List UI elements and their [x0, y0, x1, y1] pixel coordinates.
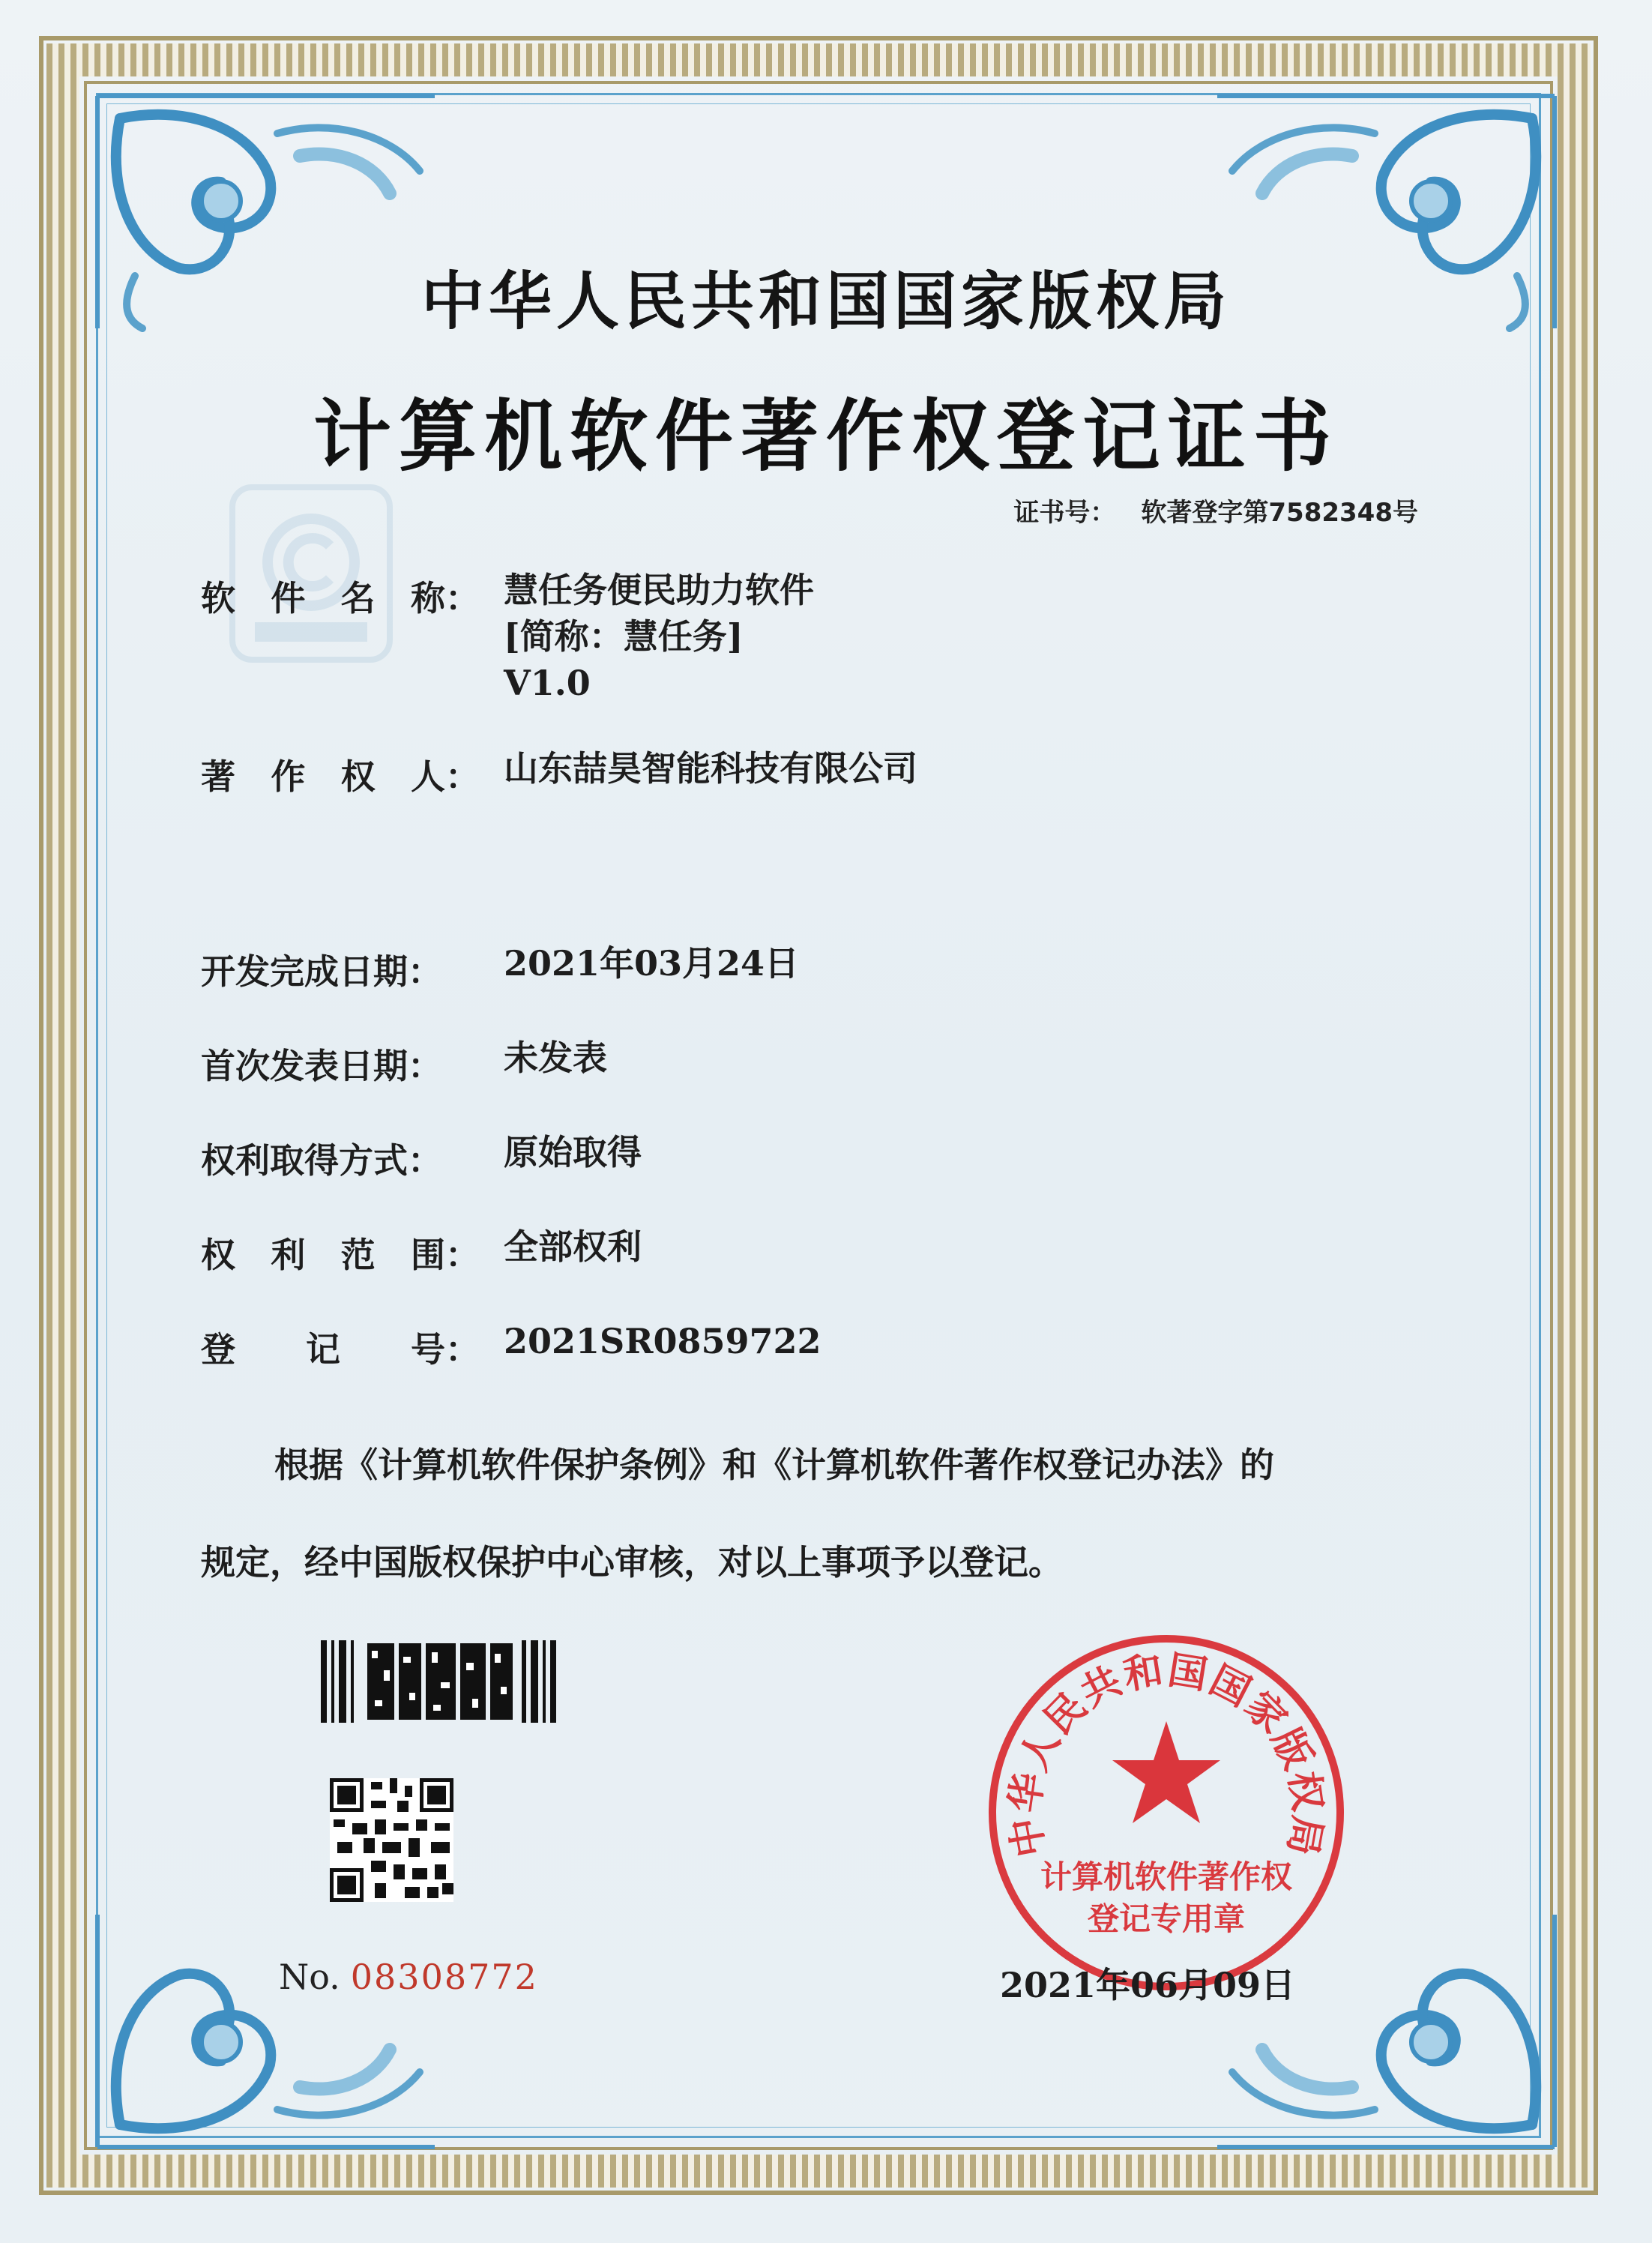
official-seal — [986, 1633, 1346, 1993]
rights-scope: 全部权利 — [504, 1226, 642, 1267]
seal-line-2: 登记专用章 — [1087, 1900, 1246, 1937]
acquire-method-label: 权利取得方式： — [201, 1140, 442, 1181]
software-short-name: [简称：慧任务] — [504, 616, 744, 657]
publish-date: 未发表 — [504, 1038, 607, 1078]
rights-scope-label: 权 利 范 围： — [201, 1235, 480, 1275]
software-name: 慧任务便民助力软件 — [504, 570, 814, 610]
issuing-agency: 中华人民共和国国家版权局 — [420, 265, 1231, 338]
completion-date-label: 开发完成日期： — [201, 951, 442, 992]
seal-outer-text: 中华人民共和国国家版权局 — [1002, 1647, 1330, 1861]
certificate-number — [1013, 492, 1418, 529]
statement-line-1: 根据《计算机软件保护条例》和《计算机软件著作权登记办法》的 — [274, 1445, 1274, 1485]
serial-number-value: 08308772 — [350, 1957, 538, 1997]
acquire-method: 原始取得 — [504, 1132, 642, 1172]
owner-label: 著 作 权 人： — [201, 756, 480, 797]
certificate-title: 计算机软件著作权登记证书 — [313, 390, 1339, 482]
serial-number — [279, 1957, 538, 1997]
star-icon — [1112, 1721, 1220, 1823]
barcode-icon — [321, 1640, 559, 1723]
issue-date: 2021年06月09日 — [1000, 1965, 1296, 2005]
seal-line-1: 计算机软件著作权 — [1040, 1858, 1293, 1895]
statement-line-2: 规定，经中国版权保护中心审核，对以上事项予以登记。 — [201, 1542, 1063, 1583]
copyright-owner: 山东喆昊智能科技有限公司 — [504, 748, 917, 789]
serial-prefix: No. — [279, 1957, 340, 1997]
completion-date: 2021年03月24日 — [504, 943, 800, 984]
publish-date-label: 首次发表日期： — [201, 1046, 442, 1086]
software-version: V1.0 — [504, 663, 591, 703]
registration-number: 2021SR0859722 — [504, 1321, 822, 1361]
software-name-block — [504, 567, 814, 706]
corner-ornament-bottom-left — [90, 1907, 442, 2155]
registration-number-label: 登 记 号： — [201, 1329, 480, 1370]
certificate-number-label: 证书号： — [1013, 498, 1116, 528]
qr-code-icon — [330, 1778, 453, 1902]
software-name-label: 软 件 名 称： — [201, 578, 480, 618]
certificate-number-value: 软著登字第7582348号 — [1141, 498, 1418, 528]
